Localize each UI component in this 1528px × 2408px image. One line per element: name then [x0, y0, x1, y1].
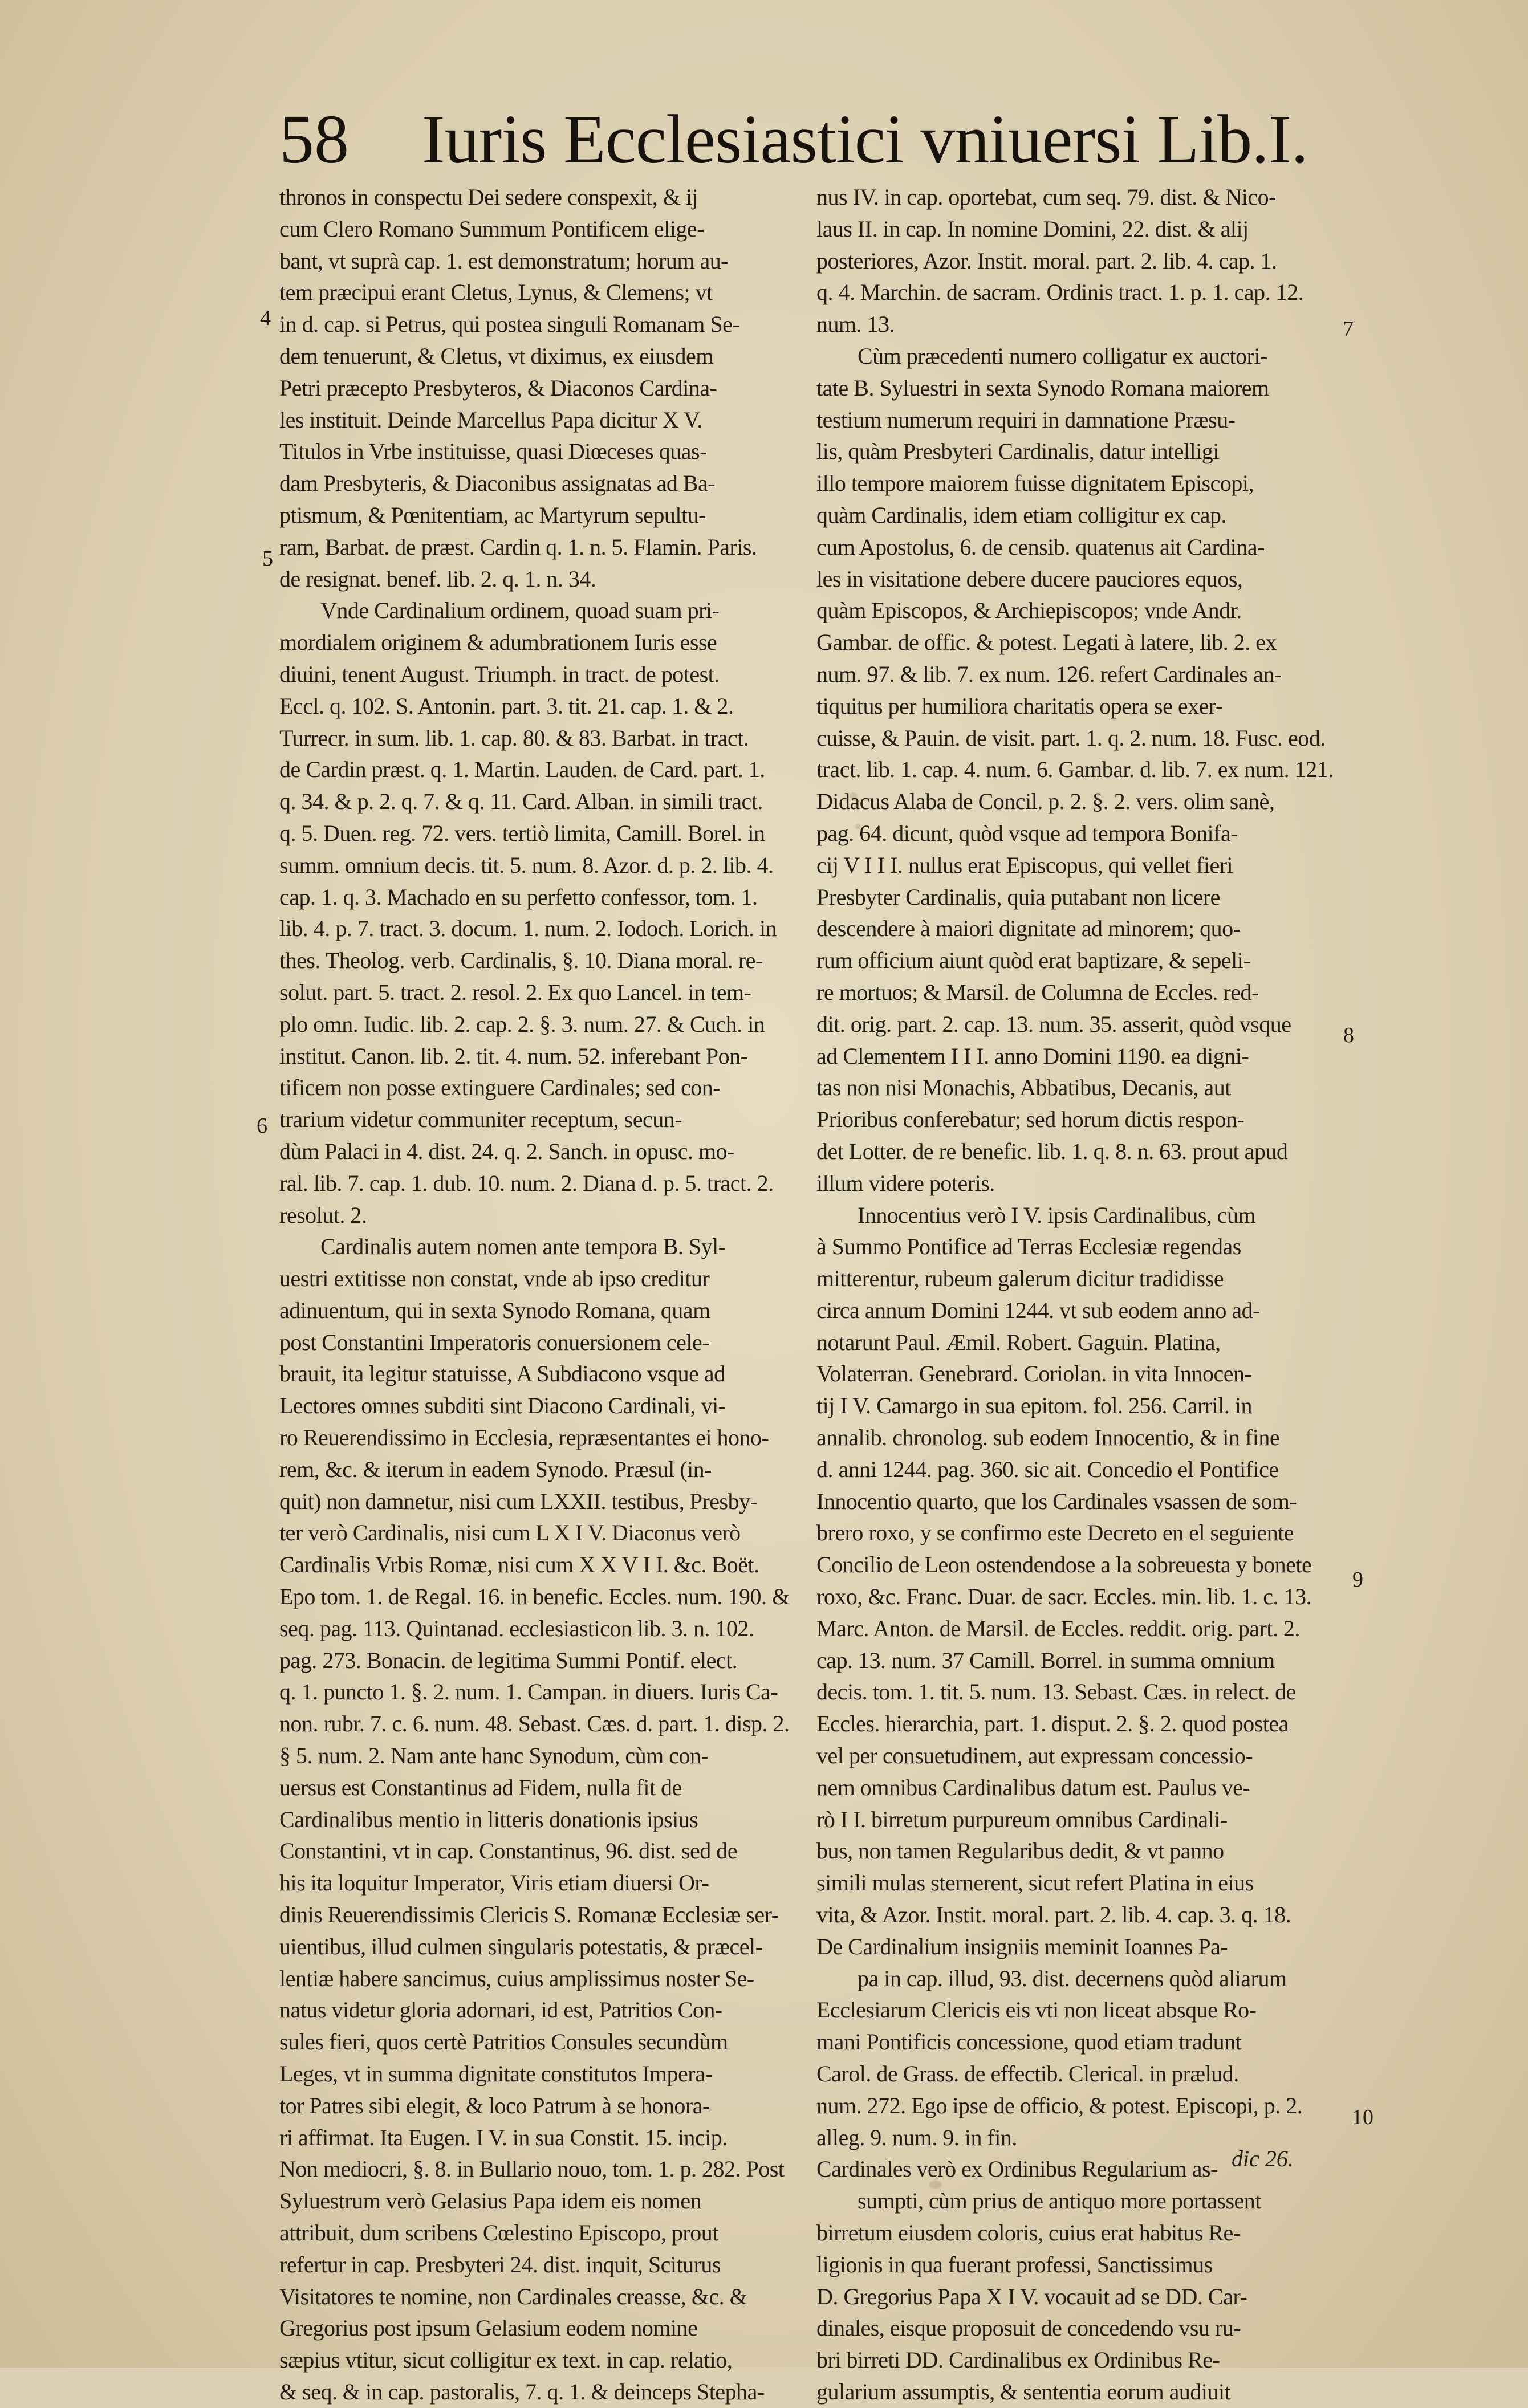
- text-line: De Cardinalium insigniis meminit Ioannes Pa-: [816, 1933, 1228, 1959]
- text-line: mani Pontificis concessione, quod etiam tradunt: [816, 2029, 1242, 2055]
- text-line: Marc. Anton. de Marsil. de Eccles. reddit. orig. part. 2.: [816, 1615, 1300, 1641]
- text-line: dam Presbyteris, & Diaconibus assignatas ad Ba-: [279, 470, 716, 497]
- text-line: attribuit, dum scribens Cœlestino Episcopo, prout: [279, 2220, 718, 2246]
- text-line: q. 4. Marchin. de sacram. Ordinis tract. 1. p. 1. cap. 12.: [816, 279, 1304, 306]
- text-line: sules fieri, quos certè Patritios Consules secundùm: [279, 2029, 728, 2055]
- text-line: bri birreti DD. Cardinalibus ex Ordinibus Re-: [816, 2347, 1220, 2373]
- text-line: cap. 13. num. 37 Camill. Borrel. in summa omnium: [816, 1647, 1275, 1673]
- text-line: tract. lib. 1. cap. 4. num. 6. Gambar. d. lib. 7. ex num. 121.: [816, 756, 1334, 783]
- text-line: diuini, tenent August. Triumph. in tract. de potest.: [279, 661, 720, 687]
- text-line: Cùm præcedenti numero colligatur ex auctori-: [858, 343, 1267, 369]
- text-line: vita, & Azor. Instit. moral. part. 2. lib. 4. cap. 3. q. 18.: [816, 1902, 1291, 1928]
- text-line: à Summo Pontifice ad Terras Ecclesiæ regendas: [816, 1234, 1241, 1260]
- text-line: Cardinales verò ex Ordinibus Regularium as-: [816, 2156, 1218, 2182]
- text-line: cum Clero Romano Summum Pontificem elige-: [279, 215, 704, 242]
- text-line: dit. orig. part. 2. cap. 13. num. 35. asserit, quòd vsque: [816, 1011, 1291, 1037]
- text-line: les instituit. Deinde Marcellus Papa dicitur X V.: [279, 406, 702, 433]
- text-line: ram, Barbat. de præst. Cardin q. 1. n. 5. Flamin. Paris.: [279, 534, 757, 560]
- text-line: gularium assumptis, & sententia eorum audiuit: [816, 2378, 1231, 2405]
- text-line: D. Gregorius Papa X I V. vocauit ad se DD. Car-: [816, 2283, 1247, 2309]
- text-line: ri affirmat. Ita Eugen. I V. in sua Constit. 15. incip.: [279, 2124, 728, 2150]
- text-line: cum Apostolus, 6. de censib. quatenus ait Cardina-: [816, 534, 1265, 560]
- text-line: non. rubr. 7. c. 6. num. 48. Sebast. Cæs. d. part. 1. disp. 2.: [279, 1711, 790, 1737]
- text-line: plo omn. Iudic. lib. 2. cap. 2. §. 3. num. 27. & Cuch. in: [279, 1011, 765, 1037]
- text-line: q. 1. puncto 1. §. 2. num. 1. Campan. in diuers. Iuris Ca-: [279, 1679, 778, 1705]
- text-line: lentiæ habere sancimus, cuius amplissimus noster Se-: [279, 1965, 754, 1991]
- text-line: decis. tom. 1. tit. 5. num. 13. Sebast. Cæs. in relect. de: [816, 1679, 1296, 1705]
- text-line: tem præcipui erant Cletus, Lynus, & Clemens; vt: [279, 279, 713, 306]
- text-line: dem tenuerunt, & Cletus, vt diximus, ex eiusdem: [279, 343, 713, 369]
- text-line: Gregorius post ipsum Gelasium eodem nomine: [279, 2315, 698, 2341]
- page-number: 58: [279, 101, 349, 178]
- text-line: num. 272. Ego ipse de officio, & potest. Episcopi, p. 2.: [816, 2092, 1303, 2118]
- text-line: bus, non tamen Regularibus dedit, & vt panno: [816, 1838, 1224, 1864]
- text-line: pag. 64. dicunt, quòd vsque ad tempora Bonifa-: [816, 820, 1238, 846]
- text-line: tiquitus per humiliora charitatis opera se exer-: [816, 693, 1223, 719]
- text-line: circa annum Domini 1244. vt sub eodem anno ad-: [816, 1297, 1260, 1323]
- text-line: seq. pag. 113. Quintanad. ecclesiasticon lib. 3. n. 102.: [279, 1615, 754, 1641]
- text-line: in d. cap. si Petrus, qui postea singuli Romanam Se-: [279, 311, 740, 337]
- text-line: Gambar. de offic. & potest. Legati à latere, lib. 2. ex: [816, 629, 1277, 656]
- text-line: Prioribus conferebatur; sed horum dictis respon-: [816, 1107, 1245, 1133]
- text-line: thronos in conspectu Dei sedere conspexit, & ij: [279, 184, 698, 210]
- text-line: de Cardin præst. q. 1. Martin. Lauden. de Card. part. 1.: [279, 756, 765, 783]
- text-line: descendere à maiori dignitate ad minorem; quo-: [816, 916, 1241, 942]
- margin-number-6: 6: [257, 1114, 267, 1138]
- text-line: sumpti, cùm prius de antiquo more portassent: [858, 2188, 1261, 2214]
- text-line: ligionis in qua fuerant professi, Sanctissimus: [816, 2251, 1213, 2277]
- text-line: Innocentio quarto, que los Cardinales vsassen de som-: [816, 1488, 1297, 1514]
- text-line: Presbyter Cardinalis, quia putabant non licere: [816, 884, 1220, 910]
- text-line: Didacus Alaba de Concil. p. 2. §. 2. vers. olim sanè,: [816, 788, 1275, 815]
- text-line: bant, vt suprà cap. 1. est demonstratum; horum au-: [279, 247, 729, 274]
- text-line: dùm Palaci in 4. dist. 24. q. 2. Sanch. in opusc. mo-: [279, 1138, 734, 1164]
- text-line: Titulos in Vrbe instituisse, quasi Diœceses quas-: [279, 438, 707, 465]
- text-line: sæpius vtitur, sicut colligitur ex text. in cap. relatio,: [279, 2347, 733, 2373]
- margin-number-9: 9: [1352, 1568, 1363, 1592]
- text-line: rò I I. birretum purpureum omnibus Cardinali-: [816, 1806, 1228, 1832]
- text-line: Cardinalis autem nomen ante tempora B. Syl-: [320, 1234, 726, 1260]
- text-line: cij V I I I. nullus erat Episcopus, qui vellet fieri: [816, 852, 1233, 878]
- text-line: Epo tom. 1. de Regal. 16. in benefic. Eccles. num. 190. &: [279, 1584, 790, 1610]
- text-line: pa in cap. illud, 93. dist. decernens quòd aliarum: [858, 1965, 1287, 1991]
- margin-number-5: 5: [262, 547, 273, 571]
- text-line: num. 97. & lib. 7. ex num. 126. refert Cardinales an-: [816, 661, 1282, 687]
- text-line: re mortuos; & Marsil. de Columna de Eccles. red-: [816, 979, 1259, 1005]
- margin-number-8: 8: [1343, 1023, 1354, 1047]
- text-line: brauit, ita legitur statuisse, A Subdiacono vsque ad: [279, 1361, 725, 1387]
- text-line: cap. 1. q. 3. Machado en su perfetto confessor, tom. 1.: [279, 884, 758, 910]
- running-title: Iuris Ecclesiastici vniuersi Lib.I.: [422, 101, 1308, 178]
- text-line: tate B. Syluestri in sexta Synodo Romana maiorem: [816, 375, 1269, 401]
- text-line: det Lotter. de re benefic. lib. 1. q. 8. n. 63. prout apud: [816, 1138, 1288, 1164]
- text-line: trarium videtur communiter receptum, secun-: [279, 1107, 682, 1133]
- text-line: de resignat. benef. lib. 2. q. 1. n. 34.: [279, 566, 596, 592]
- text-line: vel per consuetudinem, aut expressam concessio-: [816, 1743, 1253, 1769]
- text-line: uientibus, illud culmen singularis potestatis, & præcel-: [279, 1933, 763, 1959]
- text-line: Vnde Cardinalium ordinem, quoad suam pri-: [320, 597, 720, 624]
- text-line: num. 13.: [816, 311, 895, 337]
- text-line: Concilio de Leon ostendendose a la sobreuesta y bonete: [816, 1552, 1312, 1578]
- text-line: d. anni 1244. pag. 360. sic ait. Concedio el Pontifice: [816, 1456, 1279, 1482]
- text-line: resolut. 2.: [279, 1202, 367, 1228]
- text-line: tij I V. Camargo in sua epitom. fol. 256. Carril. in: [816, 1393, 1252, 1419]
- text-line: mordialem originem & adumbrationem Iuris esse: [279, 629, 717, 656]
- text-line: annalib. chronolog. sub eodem Innocentio, & in fine: [816, 1425, 1280, 1451]
- text-line: ter verò Cardinalis, nisi cum L X I V. Diaconus verò: [279, 1520, 741, 1546]
- text-line: rum officium aiunt quòd erat baptizare, & sepeli-: [816, 947, 1251, 974]
- text-line: Carol. de Grass. de effectib. Clerical. in prælud.: [816, 2061, 1239, 2087]
- text-line: uestri extitisse non constat, vnde ab ipso creditur: [279, 1266, 710, 1292]
- text-line: ro Reuerendissimo in Ecclesia, repræsentantes ei hono-: [279, 1425, 769, 1451]
- text-line: Cardinalis Vrbis Romæ, nisi cum X X V I I. &c. Boët.: [279, 1552, 759, 1578]
- text-line: post Constantini Imperatoris conuersionem cele-: [279, 1329, 710, 1355]
- text-line: dinis Reuerendissimis Clericis S. Romanæ Ecclesiæ ser-: [279, 1902, 779, 1928]
- margin-number-4: 4: [260, 306, 271, 330]
- text-line: testium numerum requiri in damnatione Præsu-: [816, 406, 1236, 433]
- text-line: Non mediocri, §. 8. in Bullario nouo, tom. 1. p. 282. Post: [279, 2156, 785, 2182]
- text-line: Petri præcepto Presbyteros, & Diaconos Cardina-: [279, 375, 717, 401]
- text-line: illo tempore maiorem fuisse dignitatem Episcopi,: [816, 470, 1254, 497]
- text-line: quàm Cardinalis, idem etiam colligitur ex cap.: [816, 502, 1227, 528]
- text-line: birretum eiusdem coloris, cuius erat habitus Re-: [816, 2220, 1241, 2246]
- text-line: illum videre poteris.: [816, 1170, 995, 1196]
- text-line: natus videtur gloria adornari, id est, Patritios Con-: [279, 1997, 722, 2023]
- text-line: roxo, &c. Franc. Duar. de sacr. Eccles. min. lib. 1. c. 13.: [816, 1584, 1312, 1610]
- text-line: Eccles. hierarchia, part. 1. disput. 2. §. 2. quod postea: [816, 1711, 1289, 1737]
- text-line: nem omnibus Cardinalibus datum est. Paulus ve-: [816, 1774, 1250, 1800]
- page-header: [268, 97, 1308, 188]
- text-line: tas non nisi Monachis, Abbatibus, Decanis, aut: [816, 1075, 1231, 1101]
- text-line: Lectores omnes subditi sint Diacono Cardinali, vi-: [279, 1393, 726, 1419]
- text-line: ptismum, & Pœnitentiam, ac Martyrum sepultu-: [279, 502, 706, 528]
- text-line: Visitatores te nomine, non Cardinales creasse, &c. &: [279, 2283, 747, 2309]
- left-text-column: [279, 181, 850, 2408]
- text-line: quit) non damnetur, nisi cum LXXII. testibus, Presby-: [279, 1488, 758, 1514]
- text-line: refertur in cap. Presbyteri 24. dist. inquit, Sciturus: [279, 2251, 721, 2277]
- text-line: § 5. num. 2. Nam ante hanc Synodum, cùm con-: [279, 1743, 709, 1769]
- right-text-column: [816, 181, 1334, 2408]
- text-line: & seq. & in cap. pastoralis, 7. q. 1. & deinceps Stepha-: [279, 2378, 765, 2405]
- text-line: dinales, eisque proposuit de concedendo vsu ru-: [816, 2315, 1241, 2341]
- text-line: notarunt Paul. Æmil. Robert. Gaguin. Platina,: [816, 1329, 1221, 1355]
- text-line: Syluestrum verò Gelasius Papa idem eis nomen: [279, 2188, 702, 2214]
- text-line: ad Clementem I I I. anno Domini 1190. ea digni-: [816, 1043, 1249, 1069]
- text-line: uersus est Constantinus ad Fidem, nulla fit de: [279, 1774, 682, 1800]
- text-line: tificem non posse extinguere Cardinales; sed con-: [279, 1075, 721, 1101]
- text-line: Ecclesiarum Clericis eis vti non liceat absque Ro-: [816, 1997, 1257, 2023]
- text-line: mitterentur, rubeum galerum dicitur tradidisse: [816, 1266, 1224, 1292]
- text-line: pag. 273. Bonacin. de legitima Summi Pontif. elect.: [279, 1647, 738, 1673]
- text-line: Turrecr. in sum. lib. 1. cap. 80. & 83. Barbat. in tract.: [279, 725, 749, 751]
- margin-number-10: 10: [1352, 2105, 1373, 2129]
- text-line: thes. Theolog. verb. Cardinalis, §. 10. Diana moral. re-: [279, 947, 763, 974]
- text-line: Eccl. q. 102. S. Antonin. part. 3. tit. 21. cap. 1. & 2.: [279, 693, 734, 719]
- text-line: simili mulas sternerent, sicut refert Platina in eius: [816, 1870, 1254, 1896]
- text-line: les in visitatione debere ducere pauciores equos,: [816, 566, 1243, 592]
- text-line: q. 34. & p. 2. q. 7. & q. 11. Card. Alban. in simili tract.: [279, 788, 763, 815]
- text-line: summ. omnium decis. tit. 5. num. 8. Azor. d. p. 2. lib. 4.: [279, 852, 774, 878]
- text-line: solut. part. 5. tract. 2. resol. 2. Ex quo Lancel. in tem-: [279, 979, 751, 1005]
- text-line: adinuentum, qui in sexta Synodo Romana, quam: [279, 1297, 710, 1323]
- text-line: posteriores, Azor. Instit. moral. part. 2. lib. 4. cap. 1.: [816, 247, 1277, 274]
- text-line: institut. Canon. lib. 2. tit. 4. num. 52. inferebant Pon-: [279, 1043, 748, 1069]
- text-line: alleg. 9. num. 9. in fin.: [816, 2124, 1017, 2150]
- text-line: brero roxo, y se confirmo este Decreto en el seguiente: [816, 1520, 1294, 1546]
- text-line: ral. lib. 7. cap. 1. dub. 10. num. 2. Diana d. p. 5. tract. 2.: [279, 1170, 774, 1196]
- text-line: cuisse, & Pauin. de visit. part. 1. q. 2. num. 18. Fusc. eod.: [816, 725, 1326, 751]
- text-line: laus II. in cap. In nomine Domini, 22. dist. & alij: [816, 215, 1249, 242]
- text-line: nus IV. in cap. oportebat, cum seq. 79. dist. & Nico-: [816, 184, 1276, 210]
- text-line: lis, quàm Presbyteri Cardinalis, datur intelligi: [816, 438, 1219, 465]
- text-line: Cardinalibus mentio in litteris donationis ipsius: [279, 1806, 698, 1832]
- text-line: lib. 4. p. 7. tract. 3. docum. 1. num. 2. Iodoch. Lorich. in: [279, 916, 777, 942]
- text-line: q. 5. Duen. reg. 72. vers. tertiò limita, Camill. Borel. in: [279, 820, 765, 846]
- text-line: Volaterran. Genebrard. Coriolan. in vita Innocen-: [816, 1361, 1252, 1387]
- text-line: Leges, vt in summa dignitate constitutos Impera-: [279, 2061, 713, 2087]
- text-line: rem, &c. & iterum in eadem Synodo. Præsul (in-: [279, 1456, 712, 1482]
- text-line: quàm Episcopos, & Archiepiscopos; vnde Andr.: [816, 597, 1242, 624]
- catchword: dic 26.: [1232, 2146, 1294, 2171]
- text-line: Innocentius verò I V. ipsis Cardinalibus, cùm: [858, 1202, 1256, 1228]
- text-line: his ita loquitur Imperator, Viris etiam diuersi Or-: [279, 1870, 709, 1896]
- text-line: tor Patres sibi elegit, & loco Patrum à se honora-: [279, 2092, 710, 2118]
- text-line: Constantini, vt in cap. Constantinus, 96. dist. sed de: [279, 1838, 737, 1864]
- margin-number-7: 7: [1343, 317, 1354, 341]
